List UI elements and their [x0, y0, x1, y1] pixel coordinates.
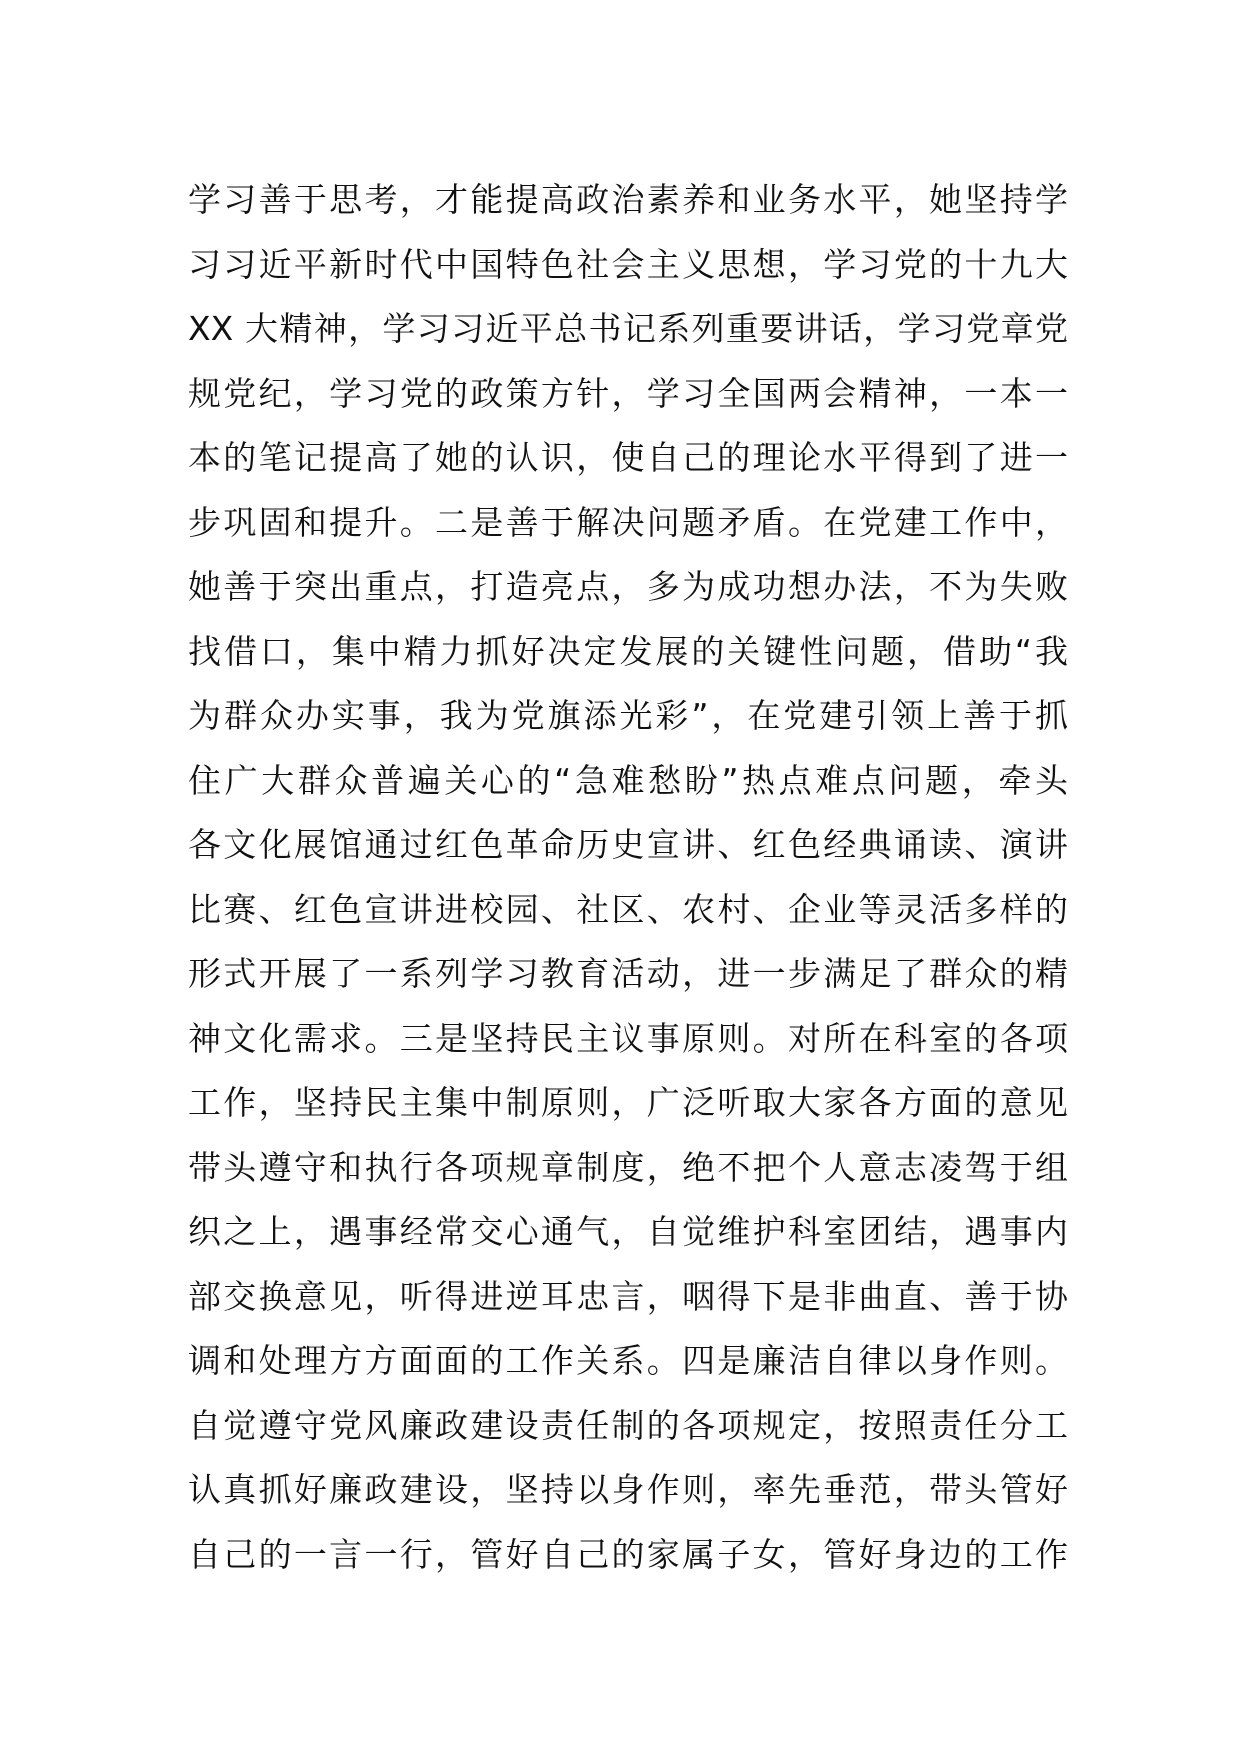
text-line: 步巩固和提升。二是善于解决问题矛盾。在党建工作中， — [188, 502, 1068, 542]
text-line: 工作，坚持民主集中制原则，广泛听取大家各方面的意见 — [188, 1083, 1068, 1122]
text-line: 学习善于思考，才能提高政治素养和业务水平，她坚持学 — [188, 180, 1068, 219]
text-line: 部交换意见，听得进逆耳忠言，咽得下是非曲直、善于协 — [188, 1276, 1068, 1316]
text-line: 织之上，遇事经常交心通气，自觉维护科室团结，遇事内 — [188, 1212, 1068, 1251]
text-line: 她善于突出重点，打造亮点，多为成功想办法，不为失败 — [188, 567, 1068, 606]
text-line: 带头遵守和执行各项规章制度，绝不把个人意志凌驾于组 — [188, 1147, 1068, 1187]
text-line: 神文化需求。三是坚持民主议事原则。对所在科室的各项 — [188, 1018, 1068, 1058]
text-line: 认真抓好廉政建设，坚持以身作则，率先垂范，带头管好 — [188, 1470, 1068, 1509]
text-line: 住广大群众普遍关心的“急难愁盼”热点难点问题，牵头 — [188, 760, 1068, 800]
text-line: 自己的一言一行，管好自己的家属子女，管好身边的工作 — [188, 1534, 1068, 1574]
text-line: 为群众办实事，我为党旗添光彩”，在党建引领上善于抓 — [188, 696, 1068, 735]
body-paragraph — [188, 168, 1068, 1587]
text-line: 习习近平新时代中国特色社会主义思想，学习党的十九大 — [188, 244, 1068, 284]
text-line: 形式开展了一系列学习教育活动，进一步满足了群众的精 — [188, 954, 1068, 993]
text-line: 比赛、红色宣讲进校园、社区、农村、企业等灵活多样的 — [188, 889, 1068, 929]
text-line: 规党纪，学习党的政策方针，学习全国两会精神，一本一 — [188, 373, 1068, 413]
text-line: 自觉遵守党风廉政建设责任制的各项规定，按照责任分工 — [188, 1405, 1068, 1445]
text-line: XX 大精神，学习习近平总书记系列重要讲话，学习党章党 — [188, 309, 1068, 348]
text-line: 各文化展馆通过红色革命历史宣讲、红色经典诵读、演讲 — [188, 825, 1068, 864]
text-line: 找借口，集中精力抓好决定发展的关键性问题，借助“我 — [188, 631, 1068, 671]
text-line: 本的笔记提高了她的认识，使自己的理论水平得到了进一 — [188, 438, 1068, 477]
text-line: 调和处理方方面面的工作关系。四是廉洁自律以身作则。 — [188, 1341, 1068, 1380]
